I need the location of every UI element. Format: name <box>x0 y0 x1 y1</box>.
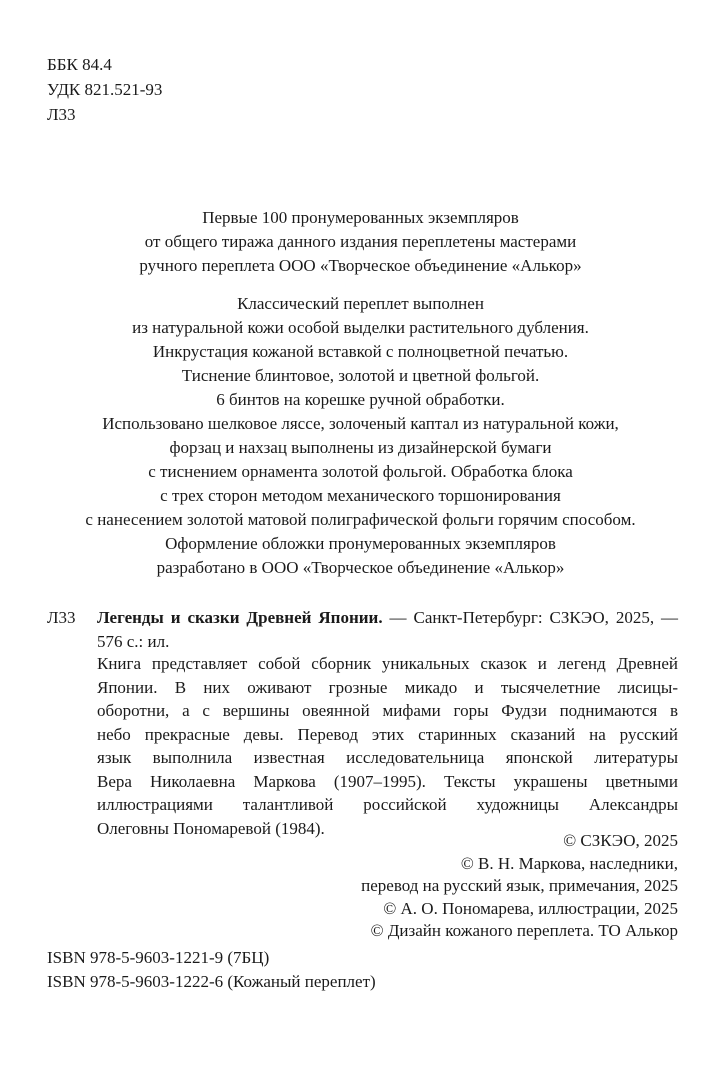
binding-line: с нанесением золотой матовой полиграфической фольги горячим способом. <box>85 510 636 529</box>
annotation-line: небо прекрасные девы. Перевод этих старинных сказаний на русский <box>97 724 678 744</box>
annotation-line: Олеговны Пономаревой (1984). <box>97 818 325 838</box>
classification-block <box>47 52 162 127</box>
book-pages: 576 с.: ил. <box>97 632 170 651</box>
copyright-line: © В. Н. Маркова, наследники, <box>460 853 678 873</box>
annotation <box>97 652 678 840</box>
binding-line: Оформление обложки пронумерованных экземпляров <box>165 534 556 553</box>
author-mark: Л33 <box>47 105 76 124</box>
bbk-code: ББК 84.4 <box>47 55 112 74</box>
book-imprint: — Санкт-Петербург: СЗКЭО, 2025, — <box>389 608 679 627</box>
copyright-line: перевод на русский язык, примечания, 2025 <box>361 876 678 895</box>
bibliographic-entry <box>47 606 678 654</box>
edition-note-line: ручного переплета ООО «Творческое объединение «Алькор» <box>139 256 582 275</box>
annotation-line: язык выполнила известная исследовательница японской литературы <box>97 748 678 767</box>
copyright-line: © Дизайн кожаного переплета. ТО Алькор <box>370 921 678 940</box>
isbn-block <box>47 946 376 994</box>
bib-title-line <box>47 606 678 630</box>
binding-line: Тиснение блинтовое, золотой и цветной фольгой. <box>181 366 540 385</box>
isbn-line: ISBN 978-5-9603-1221-9 (7БЦ) <box>47 948 270 967</box>
annotation-line: Вера Николаевна Маркова (1907–1995). Тексты украшены цветными <box>97 771 678 791</box>
binding-line: из натуральной кожи особой выделки растительного дубления. <box>132 318 589 337</box>
binding-line: Использовано шелковое ляссе, золоченый каптал из натуральной кожи, <box>102 414 619 433</box>
binding-line: форзац и нахзац выполнены из дизайнерской бумаги <box>169 438 552 457</box>
annotation-line: Книга представляет собой сборник уникальных сказок и легенд Древней <box>97 654 678 673</box>
edition-note-line: Первые 100 пронумерованных экземпляров <box>202 208 519 227</box>
binding-line: с тиснением орнамента золотой фольгой. Обработка блока <box>148 462 573 481</box>
bib-code: Л33 <box>47 608 76 627</box>
copyright-line: © А. О. Пономарева, иллюстрации, 2025 <box>383 898 678 918</box>
isbn-line: ISBN 978-5-9603-1222-6 (Кожаный переплет) <box>47 972 376 991</box>
edition-note-line: от общего тиража данного издания переплетены мастерами <box>144 232 577 251</box>
udk-code: УДК 821.521-93 <box>47 80 163 99</box>
book-title: Легенды и сказки Древней Японии. <box>97 608 383 627</box>
binding-line: разработано в ООО «Творческое объединение «Алькор» <box>156 558 565 577</box>
annotation-line: оборотни, а с вершины овеянной мифами горы Фудзи поднимаются в <box>97 701 678 720</box>
binding-line: с трех сторон методом механического торшонирования <box>160 486 561 505</box>
binding-line: 6 бинтов на корешке ручной обработки. <box>216 390 505 409</box>
binding-line: Классический переплет выполнен <box>237 294 484 313</box>
annotation-line: Японии. В них оживают грозные микадо и тысячелетние лисицы- <box>97 677 678 697</box>
edition-note <box>40 206 681 278</box>
binding-line: Инкрустация кожаной вставкой с полноцветной печатью. <box>152 342 569 361</box>
annotation-line: иллюстрациями талантливой российской художницы Александры <box>97 795 678 814</box>
copyright-line: © СЗКЭО, 2025 <box>563 831 678 850</box>
copyright-notices <box>361 830 678 943</box>
binding-description <box>40 292 681 580</box>
